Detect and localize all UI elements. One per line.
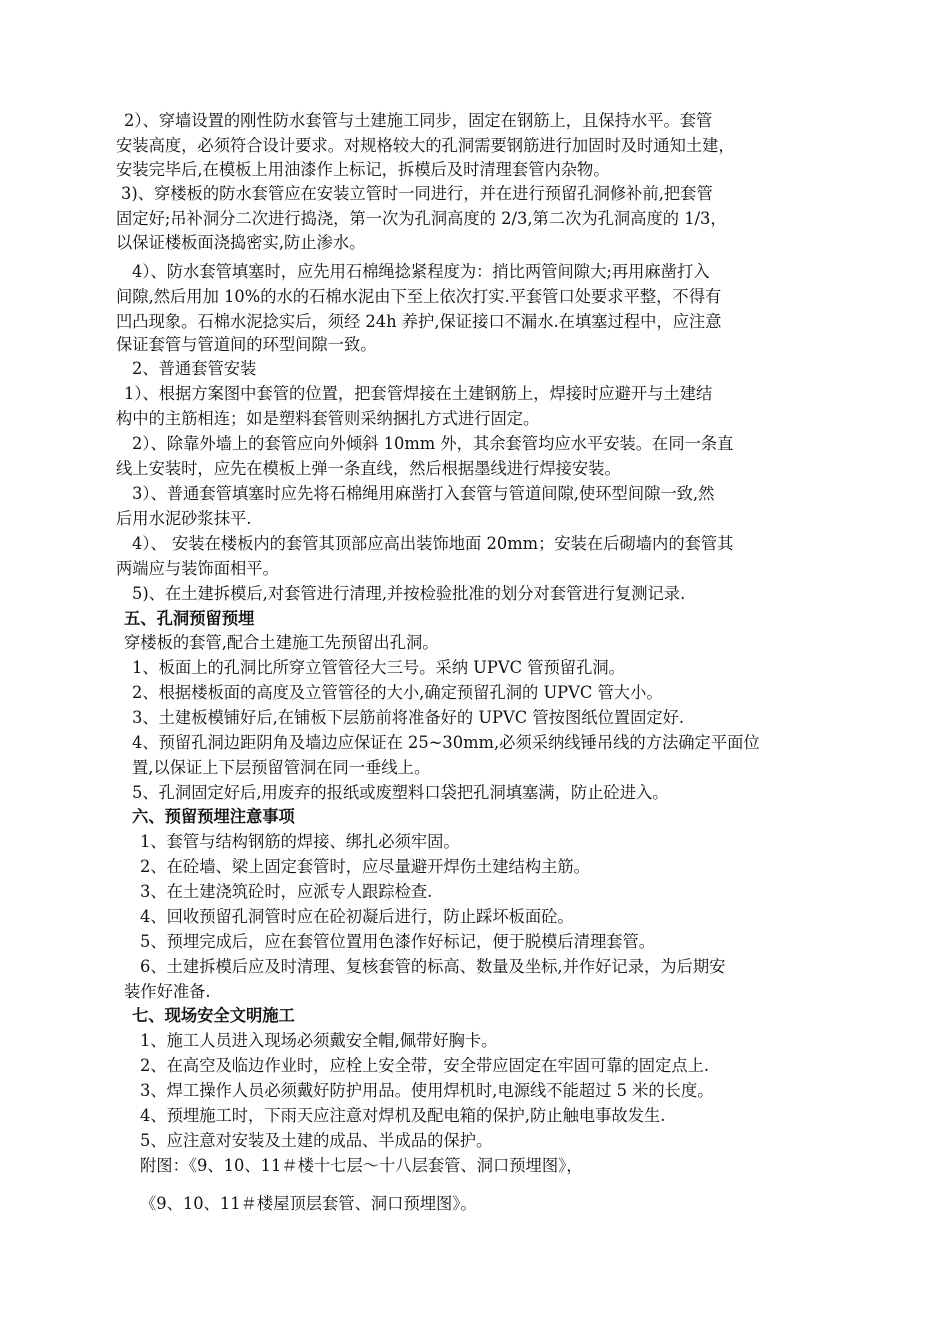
paragraph-line: 构中的主筋相连；如是塑料套管则采纳捆扎方式进行固定。 bbox=[116, 409, 540, 428]
paragraph-line: 安装高度，必须符合设计要求。对规格较大的孔洞需要钢筋进行加固时及时通知土建， bbox=[116, 136, 735, 155]
paragraph-line: 固定好;吊补洞分二次进行捣浇，第一次为孔洞高度的 2/3,第二次为孔洞高度的 1/3， bbox=[116, 209, 727, 228]
paragraph-line: 4）、 安装在楼板内的套管其顶部应高出装饰地面 20mm；安装在后砌墙内的套管其 bbox=[132, 534, 734, 553]
paragraph-line: 4、回收预留孔洞管时应在砼初凝后进行，防止踩坏板面砼。 bbox=[140, 907, 574, 926]
paragraph-line: 5、预埋完成后，应在套管位置用色漆作好标记，便于脱模后清理套管。 bbox=[140, 932, 656, 951]
paragraph-line: 线上安装时，应先在模板上弹一条直线，然后根据墨线进行焊接安装。 bbox=[116, 459, 621, 478]
section-heading: 六、预留预埋注意事项 bbox=[132, 807, 295, 826]
paragraph-line: 4、预埋施工时，下雨天应注意对焊机及配电箱的保护,防止触电事故发生. bbox=[140, 1106, 666, 1125]
paragraph-line: 后用水泥砂浆抹平. bbox=[116, 509, 252, 528]
paragraph-line: 2）、除靠外墙上的套管应向外倾斜 10mm 外，其余套管均应水平安装。在同一条直 bbox=[132, 434, 734, 453]
paragraph-line: 5)、在土建拆模后,对套管进行清理,并按检验批准的划分对套管进行复测记录. bbox=[132, 584, 686, 603]
paragraph-line: 2）、穿墙设置的刚性防水套管与土建施工同步，固定在钢筋上，且保持水平。套管 bbox=[124, 111, 713, 130]
paragraph-line: 凹凸现象。石棉水泥捻实后，须经 24h 养护,保证接口不漏水.在填塞过程中，应注意 bbox=[116, 312, 722, 331]
paragraph-line: 以保证楼板面浇捣密实,防止渗水。 bbox=[116, 233, 366, 252]
appendix-line: 《9、10、11＃楼屋顶层套管、洞口预埋图》。 bbox=[140, 1194, 477, 1213]
paragraph-line: 1、套管与结构钢筋的焊接、绑扎必须牢固。 bbox=[140, 832, 460, 851]
section-subheading: 2、普通套管安装 bbox=[132, 359, 257, 378]
paragraph-line: 3、在土建浇筑砼时，应派专人跟踪检查. bbox=[140, 882, 433, 901]
paragraph-line: 1、施工人员进入现场必须戴安全帽,佩带好胸卡。 bbox=[140, 1031, 498, 1050]
paragraph-line: 3)、穿楼板的防水套管应在安装立管时一同进行，并在进行预留孔洞修补前,把套管 bbox=[121, 184, 713, 203]
paragraph-line: 6、土建拆模后应及时清理、复核套管的标高、数量及坐标,并作好记录，为后期安 bbox=[140, 957, 726, 976]
paragraph-line: 3、焊工操作人员必须戴好防护用品。使用焊机时,电源线不能超过 5 米的长度。 bbox=[140, 1081, 714, 1100]
paragraph-line: 穿楼板的套管,配合土建施工先预留出孔洞。 bbox=[124, 633, 439, 652]
paragraph-line: 5、孔洞固定好后,用废弃的报纸或废塑料口袋把孔洞填塞满，防止砼进入。 bbox=[132, 783, 669, 802]
paragraph-line: 3）、普通套管填塞时应先将石棉绳用麻凿打入套管与管道间隙,使环型间隙一致,然 bbox=[132, 484, 715, 503]
paragraph-line: 保证套管与管道间的环型间隙一致。 bbox=[116, 335, 377, 354]
paragraph-line: 4）、防水套管填塞时，应先用石棉绳捻紧程度为：捎比两管间隙大;再用麻凿打入 bbox=[132, 262, 710, 281]
paragraph-line: 2、在高空及临边作业时，应栓上安全带，安全带应固定在牢固可靠的固定点上. bbox=[140, 1056, 710, 1075]
paragraph-line: 5、应注意对安装及土建的成品、半成品的保护。 bbox=[140, 1131, 493, 1150]
paragraph-line: 装作好准备. bbox=[124, 982, 211, 1001]
paragraph-line: 4、预留孔洞边距阴角及墙边应保证在 25~30mm,必须采纳线锤吊线的方法确定平面位 bbox=[132, 733, 760, 752]
paragraph-line: 1）、根据方案图中套管的位置，把套管焊接在土建钢筋上，焊接时应避开与土建结 bbox=[124, 384, 713, 403]
section-heading: 七、现场安全文明施工 bbox=[132, 1006, 295, 1025]
paragraph-line: 2、根据楼板面的高度及立管管径的大小,确定预留孔洞的 UPVC 管大小。 bbox=[132, 683, 663, 702]
paragraph-line: 3、土建板模铺好后,在铺板下层筋前将准备好的 UPVC 管按图纸位置固定好. bbox=[132, 708, 685, 727]
paragraph-line: 置,以保证上下层预留管洞在同一垂线上。 bbox=[132, 758, 431, 777]
paragraph-line: 1、板面上的孔洞比所穿立管管径大三号。采纳 UPVC 管预留孔洞。 bbox=[132, 658, 625, 677]
paragraph-line: 安装完毕后,在模板上用油漆作上标记，拆模后及时清理套管内杂物。 bbox=[116, 160, 610, 179]
paragraph-line: 2、在砼墙、梁上固定套管时，应尽量避开焊伤土建结构主筋。 bbox=[140, 857, 590, 876]
appendix-line: 附图：《9、10、11＃楼十七层～十八层套管、洞口预埋图》， bbox=[140, 1156, 583, 1175]
paragraph-line: 两端应与装饰面相平。 bbox=[116, 559, 279, 578]
paragraph-line: 间隙,然后用加 10%的水的石棉水泥由下至上依次打实.平套管口处要求平整，不得有 bbox=[116, 287, 722, 306]
section-heading: 五、孔洞预留预埋 bbox=[124, 609, 255, 628]
